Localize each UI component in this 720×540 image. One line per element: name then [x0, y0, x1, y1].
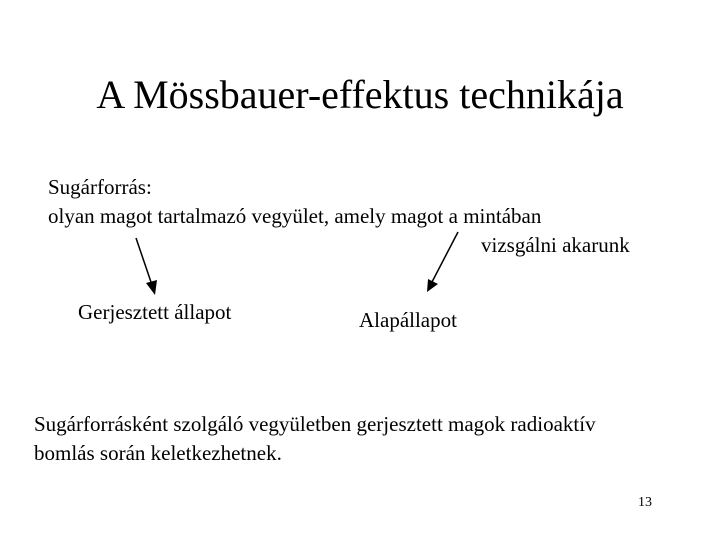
arrow-to-ground-state: [427, 232, 458, 292]
arrow-to-excited-state: [136, 238, 157, 295]
note-line-1: Sugárforrásként szolgáló vegyületben gerjesztett magok radioaktív: [34, 412, 596, 436]
page-number: 13: [638, 495, 652, 510]
slide-title: A Mössbauer-effektus technikája: [96, 72, 624, 117]
ground-state-label: Alapállapot: [359, 308, 457, 332]
excited-state-label: Gerjesztett állapot: [78, 300, 232, 324]
source-description-line-2: vizsgálni akarunk: [481, 233, 630, 257]
note-line-2: bomlás során keletkezhetnek.: [34, 441, 282, 465]
source-label: Sugárforrás:: [48, 175, 152, 199]
source-description-line-1: olyan magot tartalmazó vegyület, amely magot a mintában: [48, 204, 542, 228]
